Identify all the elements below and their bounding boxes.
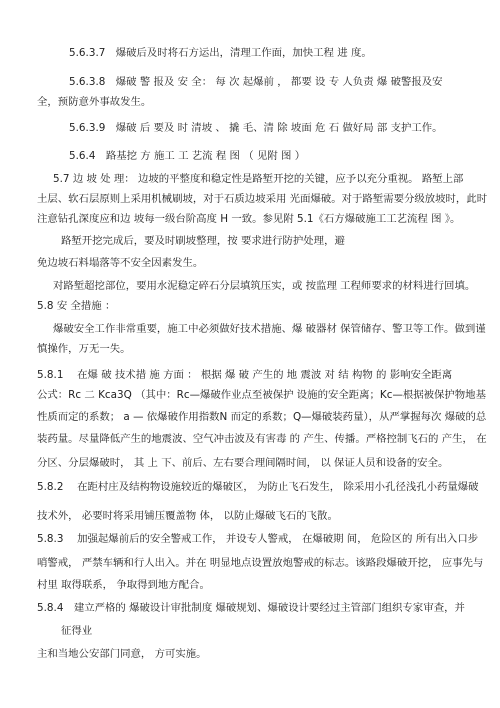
paragraph-line: 主和当地公安部门同意， 方可实施。: [37, 648, 207, 660]
paragraph-line: 爆破安全工作非常重要，施工中必须做好技术措施、爆 破器材 保管储存、警卫等工作。做到谨: [53, 323, 486, 335]
clause-5-6-3-9: 5.6.3.9 爆破 后 要及 时 清坡 、 撬 毛、清 除 坡面 危 石 做好局 部 支护工作。: [69, 122, 443, 134]
paragraph-line: 技术外， 必要时将采用铺压覆盖物 体， 以防止爆破飞石的飞散。: [37, 510, 338, 522]
paragraph-line: 性质而定的系数； a — 依爆破作用指数N 而定的系数；Q—爆破装药量），从严掌握每次 爆破的总: [37, 411, 487, 423]
paragraph-line: 公式：Rc 二 Kca3Q （其中：Rc—爆破作业点至被保护 设施的安全距离；Kc—根据被保护物地基: [37, 389, 486, 401]
clause-5-6-3-7: 5.6.3.7 爆破后及时将石方运出，清理工作面，加快工程 进 度。: [69, 47, 372, 59]
clause-5-6-3-8: 5.6.3.8 爆破 警 报及 安 全： 每 次 起爆前 ， 都要 设 专 人负责 爆 破警报及安: [69, 76, 443, 88]
clause-5-8-3: 5.8.3 加强起爆前后的安全警戒工作， 并设专人警戒， 在爆破期 间， 危险区的 所有出入口步: [37, 533, 479, 545]
paragraph-line: 征得业: [61, 625, 93, 637]
paragraph-line: 对路堑超挖部位，要用水泥稳定碎石分层填筑压实，或 按监理 工程师要求的材料进行回填。: [53, 280, 476, 292]
paragraph-line: 注意钻孔深度应和边 坡每一级台阶高度 H 一致。参见附 5.1《石方爆破施工工艺流程 图 》。: [37, 213, 461, 225]
heading-5-8: 5.8 安 全措施 ：: [37, 300, 116, 312]
paragraph-line: 土层、软石层原则上采用机械刷坡，对于石质边坡采用 光面爆破。对于路堑需要分级放坡时，此时: [37, 193, 488, 205]
clause-5-8-1: 5.8.1 在爆 破 技术措 施 方面 ： 根据 爆 破 产生的 地 震波 对 结 构物 的 影响安全距离: [37, 369, 453, 381]
paragraph-line: 哨警戒， 严禁车辆和行人出入。并在 明显地点设置放炮警戒的标志。该路段爆破开挖， 应事先与: [37, 557, 484, 569]
paragraph-line: 装药量。尽量降低产生的地震波、空气冲击波及有害毒 的 产生、传播。严格控制飞石的 产生， 在: [37, 433, 487, 445]
paragraph-line: 免边坡石料塌落等不安全因素发生。: [37, 257, 204, 269]
paragraph-line: 村里 取得联系， 争取得到地方配合。: [37, 579, 210, 591]
paragraph-line: 慎操作，万无一失。: [37, 343, 131, 355]
paragraph-line: 分区、分层爆破时， 其 上 下、前后、左右要合理间隔时间， 以 保证人员和设备的安全。: [37, 457, 449, 469]
paragraph-line: 路堑开挖完成后，要及时刷坡整理，按 要求进行防护处理，避: [61, 235, 345, 247]
clause-5-6-3-8-cont: 全，预防意外事故发生。: [37, 96, 152, 108]
clause-5-8-4: 5.8.4 建立严格的 爆破设计审批制度 爆破规划、爆破设计要经过主管部门组织专家审查，并: [37, 602, 465, 614]
clause-5-8-2: 5.8.2 在距村庄及结构物设施较近的爆破区， 为防止飞石发生， 除采用小孔径浅孔小药量爆破: [37, 481, 479, 493]
heading-5-7: 5.7 边 坡 处 理： 边坡的平整度和稳定性是路堑开挖的关键，应予以充分重视。 路堑上部: [53, 173, 464, 185]
heading-5-6-4: 5.6.4 路基挖 方 施工 工 艺流 程 图 （ 见附 图 ）: [69, 150, 306, 162]
